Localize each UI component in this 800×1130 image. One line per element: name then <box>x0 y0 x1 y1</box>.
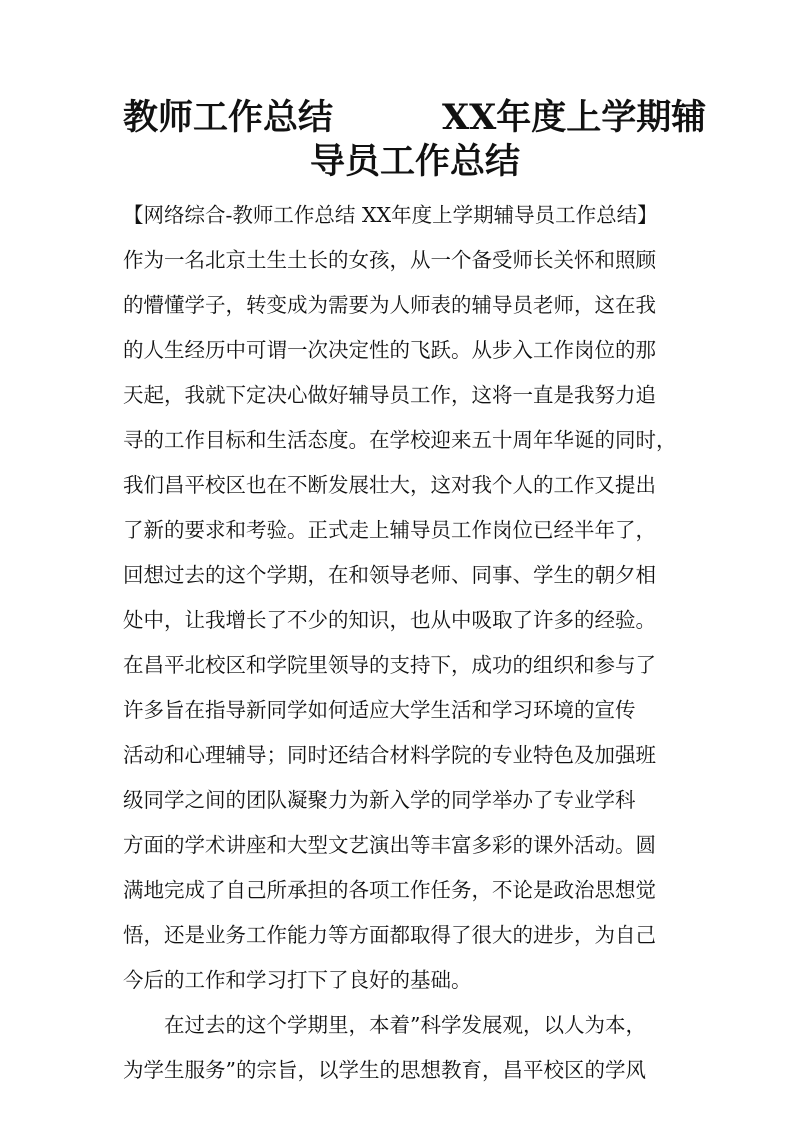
document-title-part1: 教师工作总结 <box>123 97 334 138</box>
text-line: 满地完成了自己所承担的各项工作任务，不论是政治思想觉 <box>123 878 656 902</box>
text-line: 的人生经历中可谓一次决定性的飞跃。从步入工作岗位的那 <box>123 338 656 362</box>
text-line: 今后的工作和学习打下了良好的基础。 <box>123 968 472 992</box>
text-line: 作为一名北京土生土长的女孩，从一个备受师长关怀和照顾 <box>123 248 656 272</box>
text-line: 处中，让我增长了不少的知识，也从中吸取了许多的经验。 <box>123 608 656 632</box>
text-line: 许多旨在指导新同学如何适应大学生活和学习环境的宣传 <box>123 698 636 722</box>
text-line: 回想过去的这个学期，在和领导老师、同事、学生的朝夕相 <box>123 563 656 587</box>
document-title-part2: XX年度上学期辅 <box>442 97 707 138</box>
text-line: 天起，我就下定决心做好辅导员工作，这将一直是我努力追 <box>123 383 656 407</box>
text-line: 【网络综合-教师工作总结 XX年度上学期辅导员工作总结】 <box>123 203 658 227</box>
text-line: 方面的学术讲座和大型文艺演出等丰富多彩的课外活动。圆 <box>123 833 656 857</box>
text-line: 了新的要求和考验。正式走上辅导员工作岗位已经半年了， <box>123 518 656 542</box>
text-line: 级同学之间的团队凝聚力为新入学的同学举办了专业学科 <box>123 788 636 812</box>
text-line: 活动和心理辅导；同时还结合材料学院的专业特色及加强班 <box>123 743 656 767</box>
text-line: 寻的工作目标和生活态度。在学校迎来五十周年华诞的同时， <box>123 428 677 452</box>
document-title-part3: 导员工作总结 <box>310 141 521 182</box>
text-line: 我们昌平校区也在不断发展壮大，这对我个人的工作又提出 <box>123 473 656 497</box>
text-line: 的懵懂学子，转变成为需要为人师表的辅导员老师，这在我 <box>123 293 656 317</box>
text-line: 在过去的这个学期里，本着”科学发展观，以人为本， <box>123 1013 646 1037</box>
text-line: 在昌平北校区和学院里领导的支持下，成功的组织和参与了 <box>123 653 656 677</box>
text-line: 为学生服务”的宗旨，以学生的思想教育，昌平校区的学风 <box>123 1058 646 1082</box>
text-line: 悟，还是业务工作能力等方面都取得了很大的进步，为自己 <box>123 923 656 947</box>
